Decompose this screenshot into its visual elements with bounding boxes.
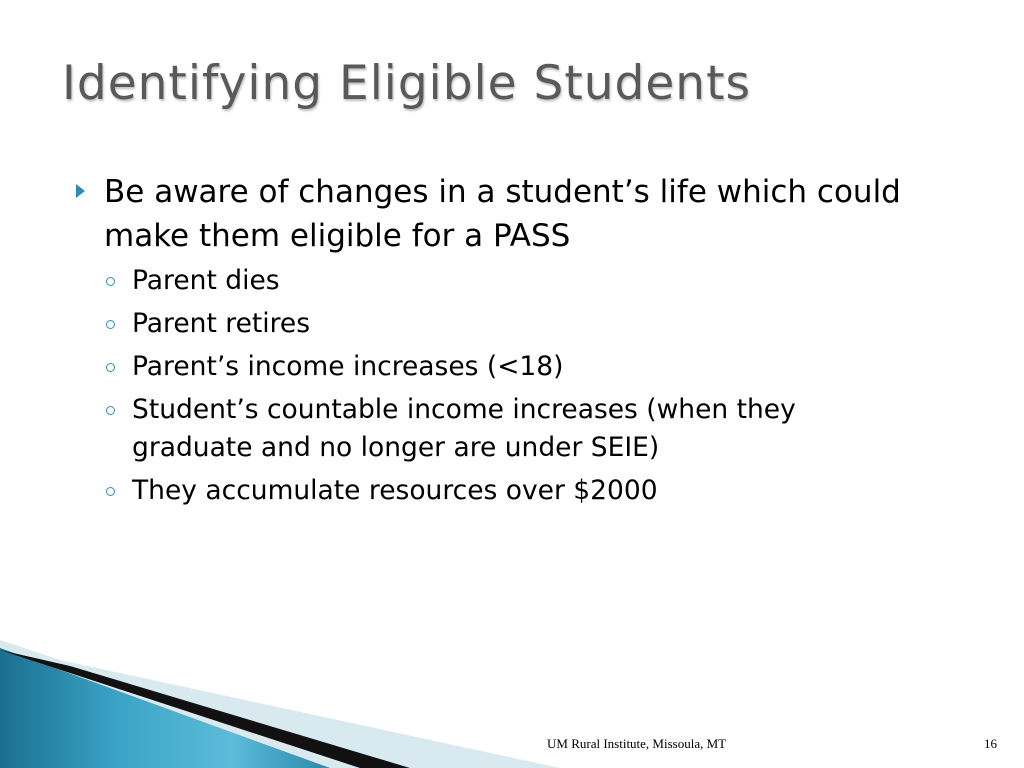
slide-title: Identifying Eligible Students xyxy=(62,56,751,111)
hollow-circle-icon xyxy=(106,363,115,372)
hollow-circle-icon xyxy=(106,277,115,286)
sub-bullet xyxy=(104,391,892,467)
slide-number: 16 xyxy=(984,736,997,751)
sub-bullet xyxy=(104,472,892,510)
sub-bullet xyxy=(104,262,892,300)
sub-bullet-text: They accumulate resources over $2000 xyxy=(132,475,658,506)
hollow-circle-icon xyxy=(106,487,115,496)
sub-bullet xyxy=(104,348,892,386)
sub-bullet-text: Parent retires xyxy=(132,308,311,339)
hollow-circle-icon xyxy=(106,320,115,329)
hollow-circle-icon xyxy=(106,406,115,415)
sub-bullet-text: Student’s countable income increases (when they graduate and no longer are under SEIE) xyxy=(132,394,796,463)
sub-bullet-text: Parent dies xyxy=(132,265,280,296)
footer-text: UM Rural Institute, Missoula, MT xyxy=(547,736,727,751)
sub-bullet-text: Parent’s income increases (<18) xyxy=(132,351,564,382)
triangle-arrow-icon xyxy=(76,184,85,198)
sub-bullet-list xyxy=(74,262,974,510)
slide-content xyxy=(74,170,974,515)
sub-bullet xyxy=(104,305,892,343)
main-bullet-text: Be aware of changes in a student’s life which could make them eligible for a PASS xyxy=(104,174,901,254)
main-bullet xyxy=(74,170,974,258)
